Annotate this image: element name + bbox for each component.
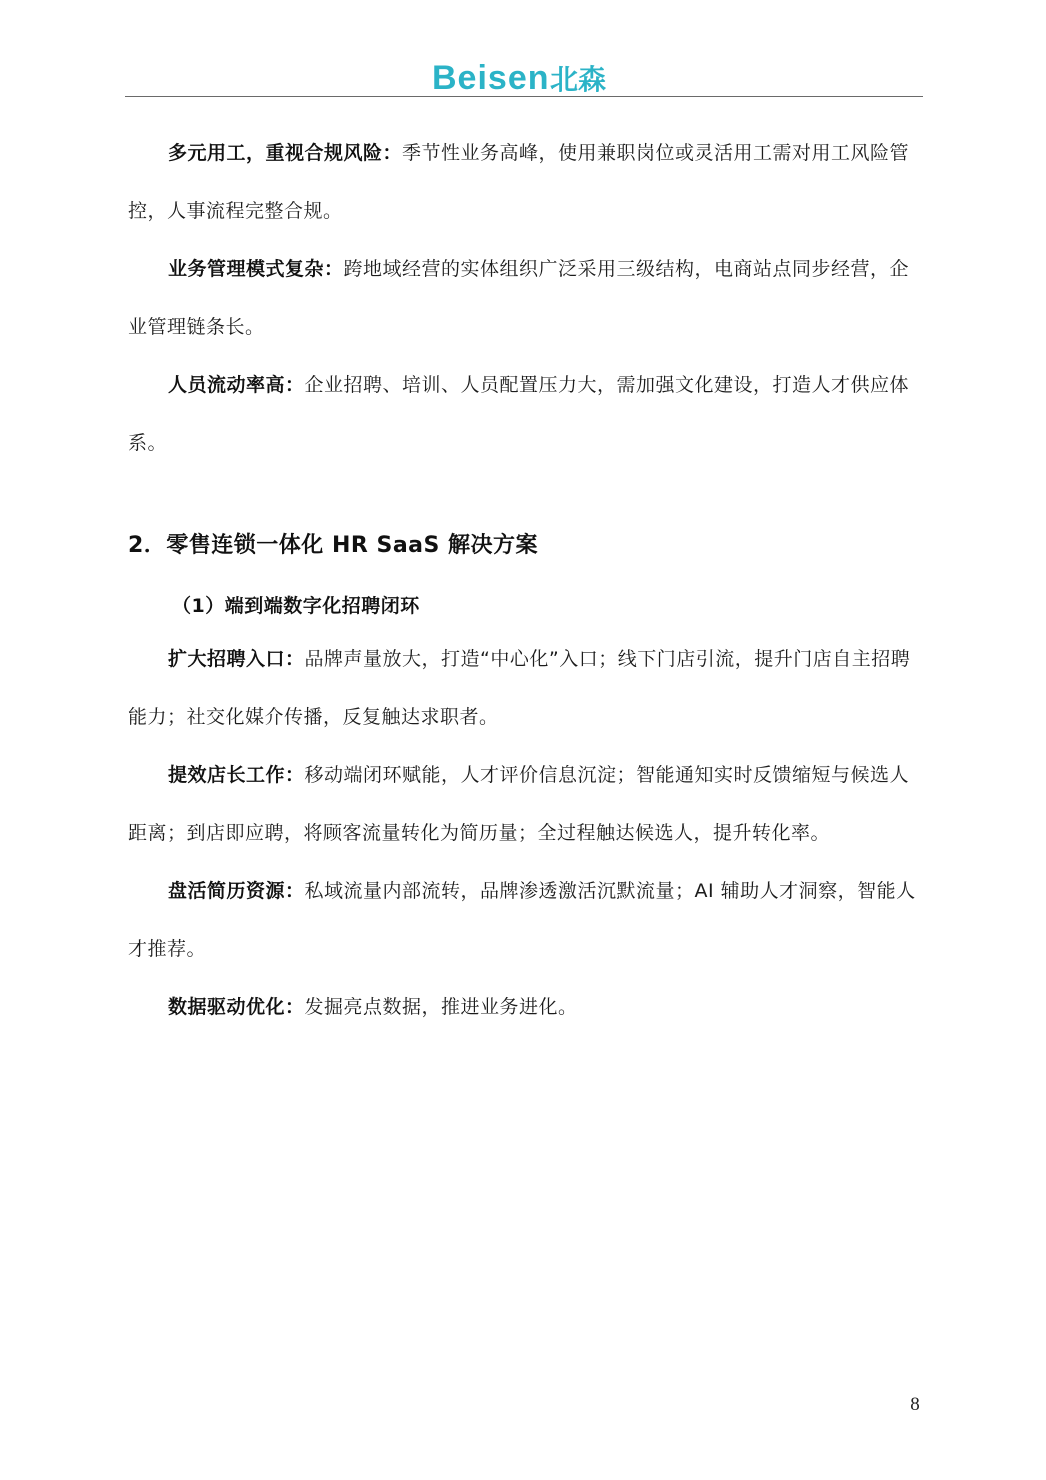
challenge-text: 季节性业务高峰，使用兼职岗位或灵活用工需对用工风险管控，人事流程完整合规。 bbox=[128, 142, 910, 222]
solution-label: 盘活简历资源： bbox=[168, 880, 305, 902]
challenge-paragraph-management bbox=[128, 240, 918, 356]
solution-text: 私域流量内部流转，品牌渗透激活沉默流量；AI 辅助人才洞察，智能人才推荐。 bbox=[128, 880, 916, 960]
challenge-paragraph-compliance bbox=[128, 124, 918, 240]
challenge-text: 企业招聘、培训、人员配置压力大，需加强文化建设，打造人才供应体系。 bbox=[128, 374, 910, 454]
solution-paragraph-expand-entry bbox=[128, 630, 918, 746]
svg-text:北森: 北森 bbox=[550, 63, 607, 96]
section-spacer bbox=[128, 472, 918, 528]
challenge-paragraph-turnover bbox=[128, 356, 918, 472]
solution-text: 移动端闭环赋能，人才评价信息沉淀；智能通知实时反馈缩短与候选人距离；到店即应聘，将顾客流量转化为简历量；全过程触达候选人，提升转化率。 bbox=[128, 764, 910, 844]
challenge-label: 人员流动率高： bbox=[168, 374, 305, 396]
document-body bbox=[128, 124, 918, 1036]
solution-text: 发掘亮点数据，推进业务进化。 bbox=[304, 996, 578, 1018]
page-header bbox=[125, 54, 923, 97]
solution-paragraph-store-manager bbox=[128, 746, 918, 862]
solution-paragraph-data-driven bbox=[128, 978, 918, 1036]
solution-label: 数据驱动优化： bbox=[168, 996, 305, 1018]
page-number: 8 bbox=[910, 1394, 920, 1415]
solution-paragraph-resume-resources bbox=[128, 862, 918, 978]
challenge-text: 跨地域经营的实体组织广泛采用三级结构，电商站点同步经营，企业管理链条长。 bbox=[128, 258, 910, 338]
solution-text: 品牌声量放大，打造“中心化”入口；线下门店引流，提升门店自主招聘能力；社交化媒介传播，反复触达求职者。 bbox=[128, 648, 911, 728]
beisen-logo-graphic bbox=[432, 56, 616, 96]
section-title: 2．零售连锁一体化 HR SaaS 解决方案 bbox=[128, 533, 539, 558]
challenge-label: 多元用工，重视合规风险： bbox=[168, 142, 403, 164]
solution-label: 扩大招聘入口： bbox=[168, 648, 305, 670]
challenge-label: 业务管理模式复杂： bbox=[168, 258, 344, 280]
beisen-logo bbox=[432, 56, 616, 96]
solution-label: 提效店长工作： bbox=[168, 764, 305, 786]
svg-text:Beisen: Beisen bbox=[432, 59, 550, 96]
subsection-title: （1）端到端数字化招聘闭环 bbox=[172, 595, 420, 617]
